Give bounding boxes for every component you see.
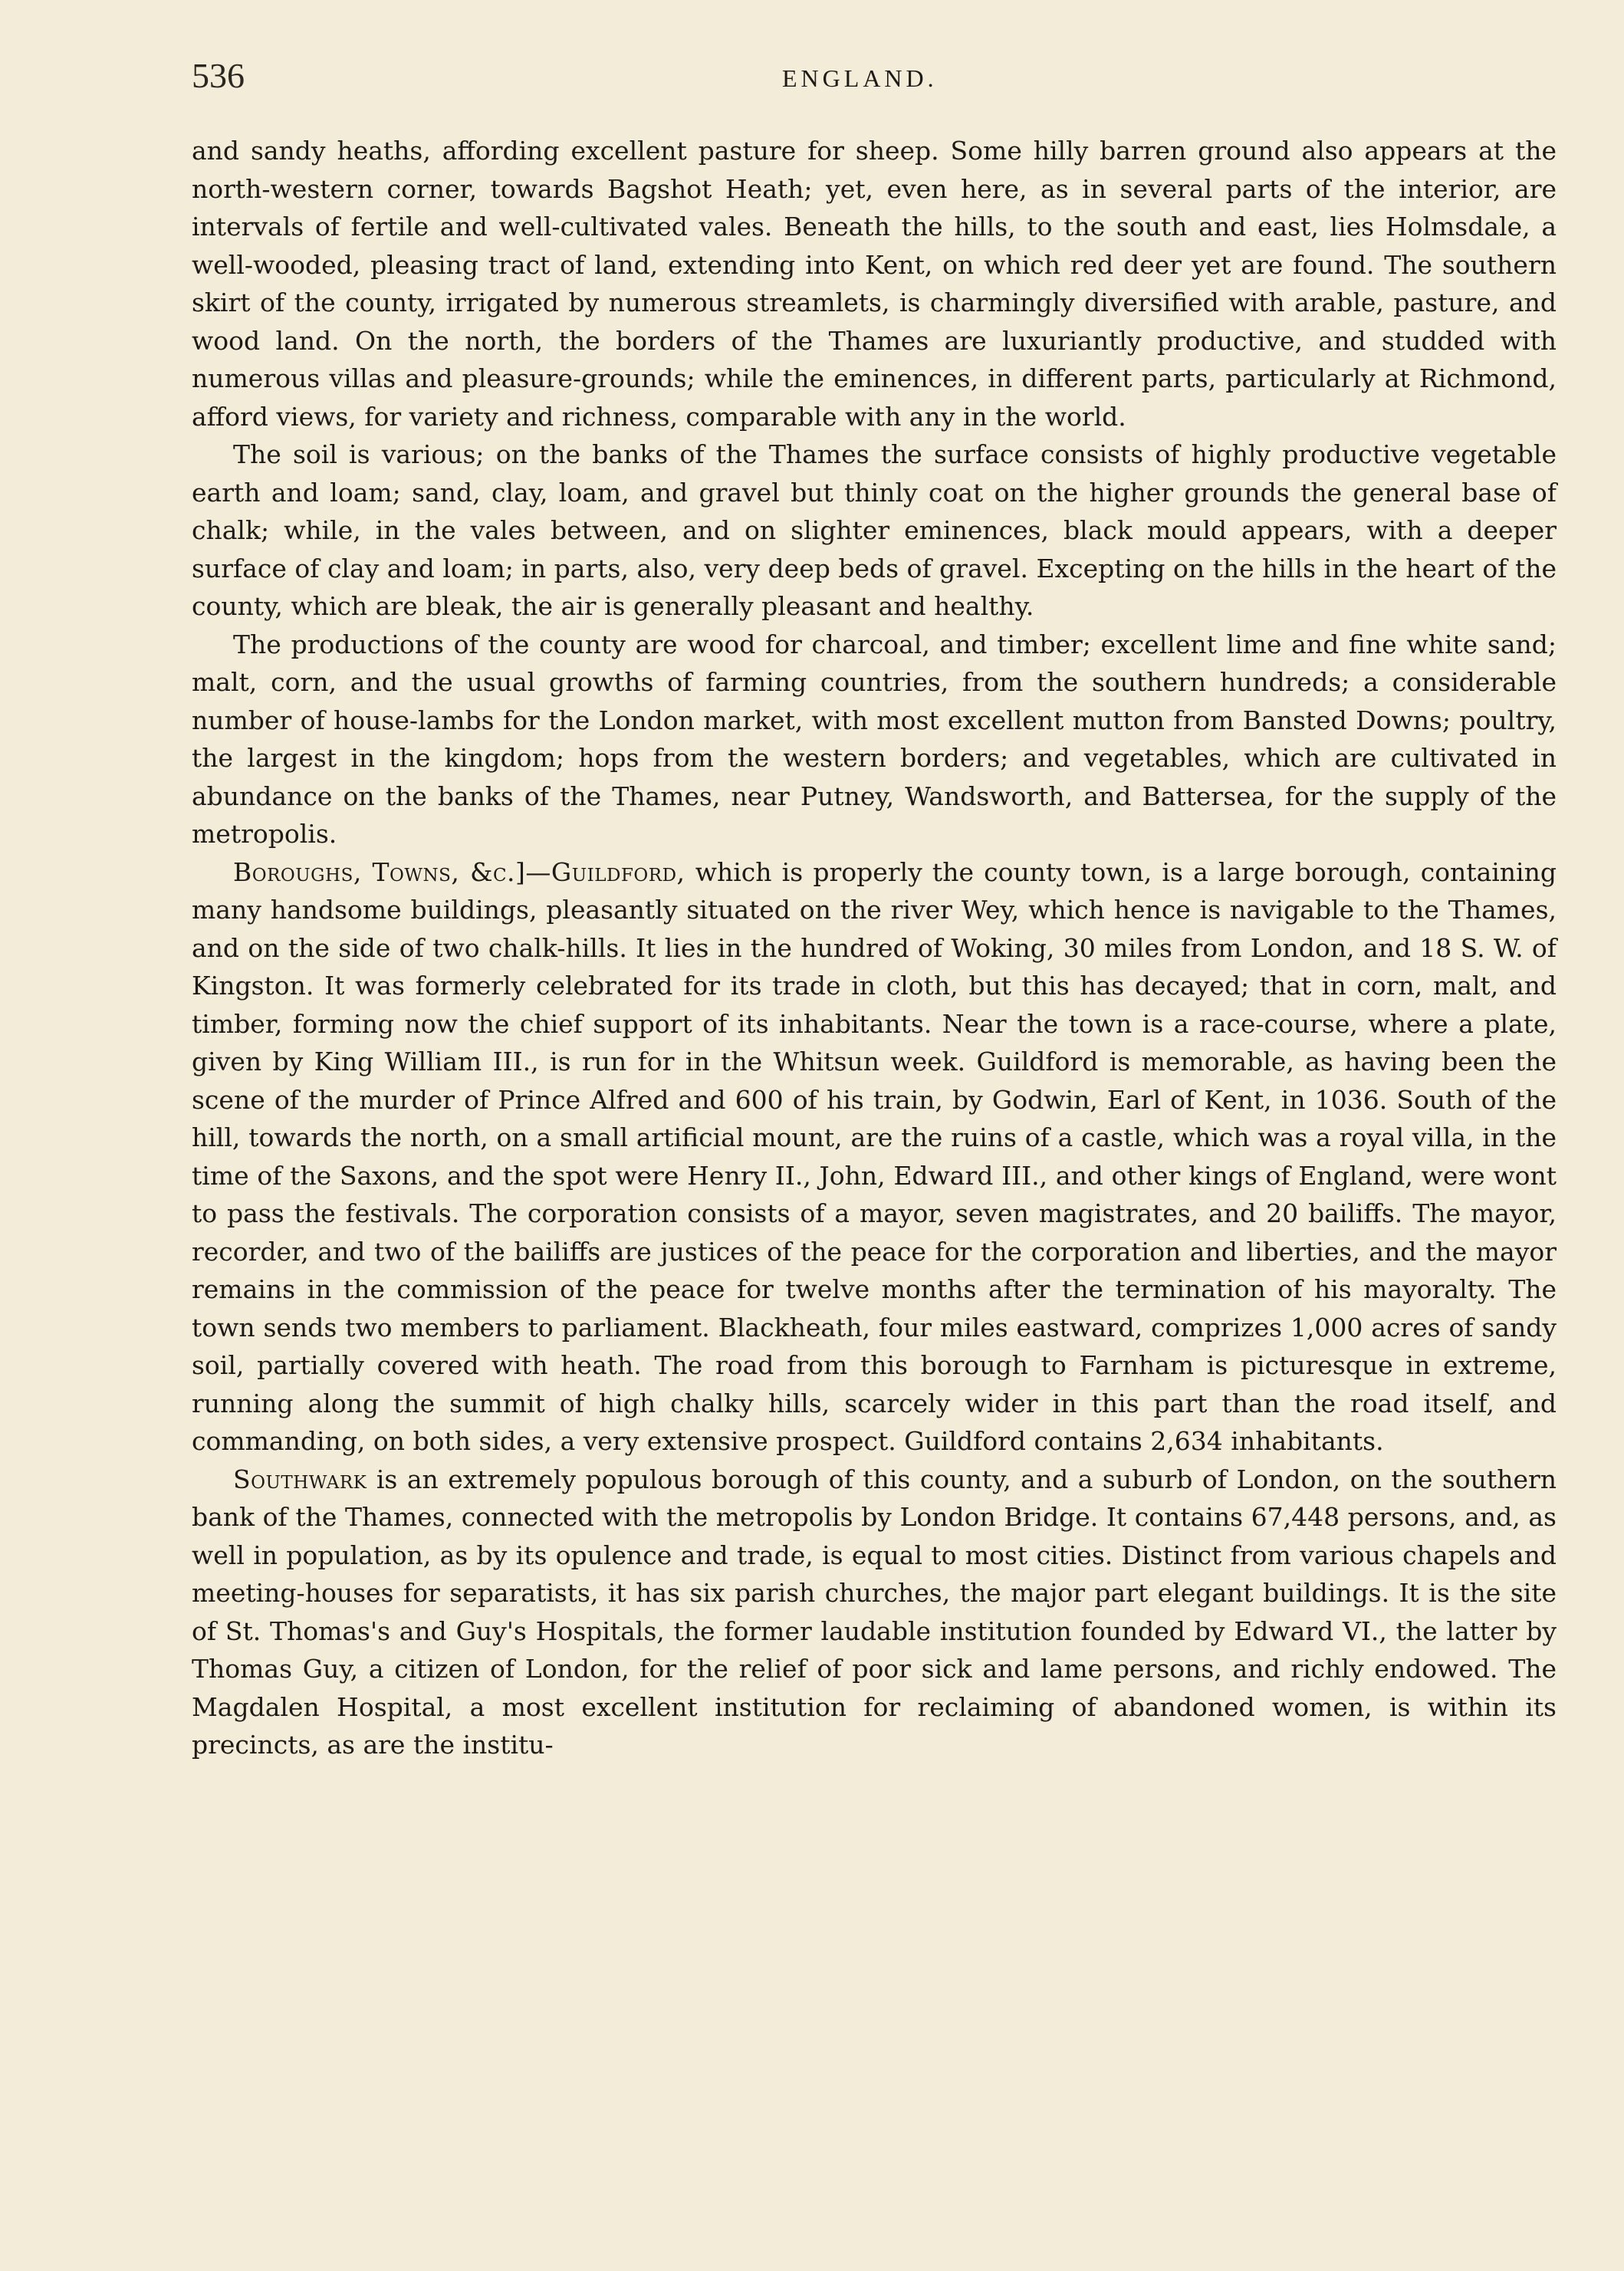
paragraph-guildford xyxy=(192,853,1557,1461)
page-header xyxy=(192,55,1557,109)
paragraph-text: which is properly the county town, is a large borough, containing many handsome buildings, pleasantly situated on the river Wey, which hence is navigable to the Thames, and on the side of two chalk-hills. It lies in the hundred of Woking, 30 miles from London, and 18 S. W. of Kingston. It was formerly celebrated for its trade in cloth, but this has decayed; that in corn, malt, and timber, forming now the chief support of its inhabitants. Near the town is a race-course, where a plate, given by King William III., is run for in the Whitsun week. Guildford is memorable, as having been the scene of the murder of Prince Alfred and 600 of his train, by Godwin, Earl of Kent, in 1036. South of the hill, towards the north, on a small artificial mount, are the ruins of a castle, which was a royal villa, in the time of the Saxons, and the spot were Henry II., John, Edward III., and other kings of England, were wont to pass the festivals. The corporation consists of a mayor, seven magistrates, and 20 bailiffs. The mayor, recorder, and two of the bailiffs are justices of the peace for the corporation and liberties, and the mayor remains in the commission of the peace for twelve months after the termination of his mayoralty. The town sends two members to parliament. Blackheath, four miles eastward, comprizes 1,000 acres of sandy soil, partially covered with heath. The road from this borough to Farnham is picturesque in extreme, running along the summit of high chalky hills, scarcely wider in this part than the road itself, and commanding, on both sides, a very extensive prospect. Guildford contains 2,634 inhabitants. xyxy=(192,856,1557,1456)
paragraph-text: is an extremely populous borough of this county, and a suburb of London, on the southern bank of the Thames, connected with the metropolis by London Bridge. It contains 67,448 persons, and, as well in population, as by its opulence and trade, is equal to most cities. Distinct from various chapels and meeting-houses for separatists, it has six parish churches, the major part elegant buildings. It is the site of St. Thomas's and Guy's Hospitals, the former laudable institution founded by Edward VI., the latter by Thomas Guy, a citizen of London, for the relief of poor sick and lame persons, and richly endowed. The Magdalen Hospital, a most excellent institution for reclaiming of abandoned women, is within its precincts, as are the institu- xyxy=(192,1464,1557,1760)
paragraph-productions xyxy=(192,626,1557,853)
body-text xyxy=(192,132,1557,1764)
section-lead: Boroughs, Towns, &c.]— xyxy=(233,856,551,887)
paragraph-southwark xyxy=(192,1461,1557,1764)
place-name-guildford: Guildford, xyxy=(551,856,685,887)
paragraph-heaths xyxy=(192,132,1557,435)
paragraph-text: The soil is various; on the banks of the Thames the surface consists of highly productive vegetable earth and loam; sand, clay, loam, and gravel but thinly coat on the higher grounds the general base of chalk; while, in the vales between, and on slighter eminences, black mould appears, with a deeper surface of clay and loam; in parts, also, very deep beds of gravel. Excepting on the hills in the heart of the county, which are bleak, the air is generally pleasant and healthy. xyxy=(192,439,1557,621)
page-number: 536 xyxy=(192,56,245,95)
paragraph-text: and sandy heaths, affording excellent pasture for sheep. Some hilly barren ground also appears at the north-western corner, towards Bagshot Heath; yet, even here, as in several parts of the interior, are intervals of fertile and well-cultivated vales. Beneath the hills, to the south and east, lies Holmsdale, a well-wooded, pleasing tract of land, extending into Kent, on which red deer yet are found. The southern skirt of the county, irrigated by numerous streamlets, is charmingly diversified with arable, pasture, and wood land. On the north, the borders of the Thames are luxuriantly productive, and studded with numerous villas and pleasure-grounds; while the eminences, in different parts, particularly at Richmond, afford views, for variety and richness, comparable with any in the world. xyxy=(192,136,1557,432)
paragraph-soil xyxy=(192,435,1557,626)
running-title: ENGLAND. xyxy=(782,64,938,92)
place-name-southwark: Southwark xyxy=(233,1464,367,1494)
paragraph-text: The productions of the county are wood for charcoal, and timber; excellent lime and fine white sand; malt, corn, and the usual growths of farming countries, from the southern hundreds; a considerable number of house-lambs for the London market, with most excellent mutton from Bansted Downs; poultry, the largest in the kingdom; hops from the western borders; and vegetables, which are cultivated in abundance on the banks of the Thames, near Putney, Wandsworth, and Battersea, for the supply of the metropolis. xyxy=(192,629,1557,849)
